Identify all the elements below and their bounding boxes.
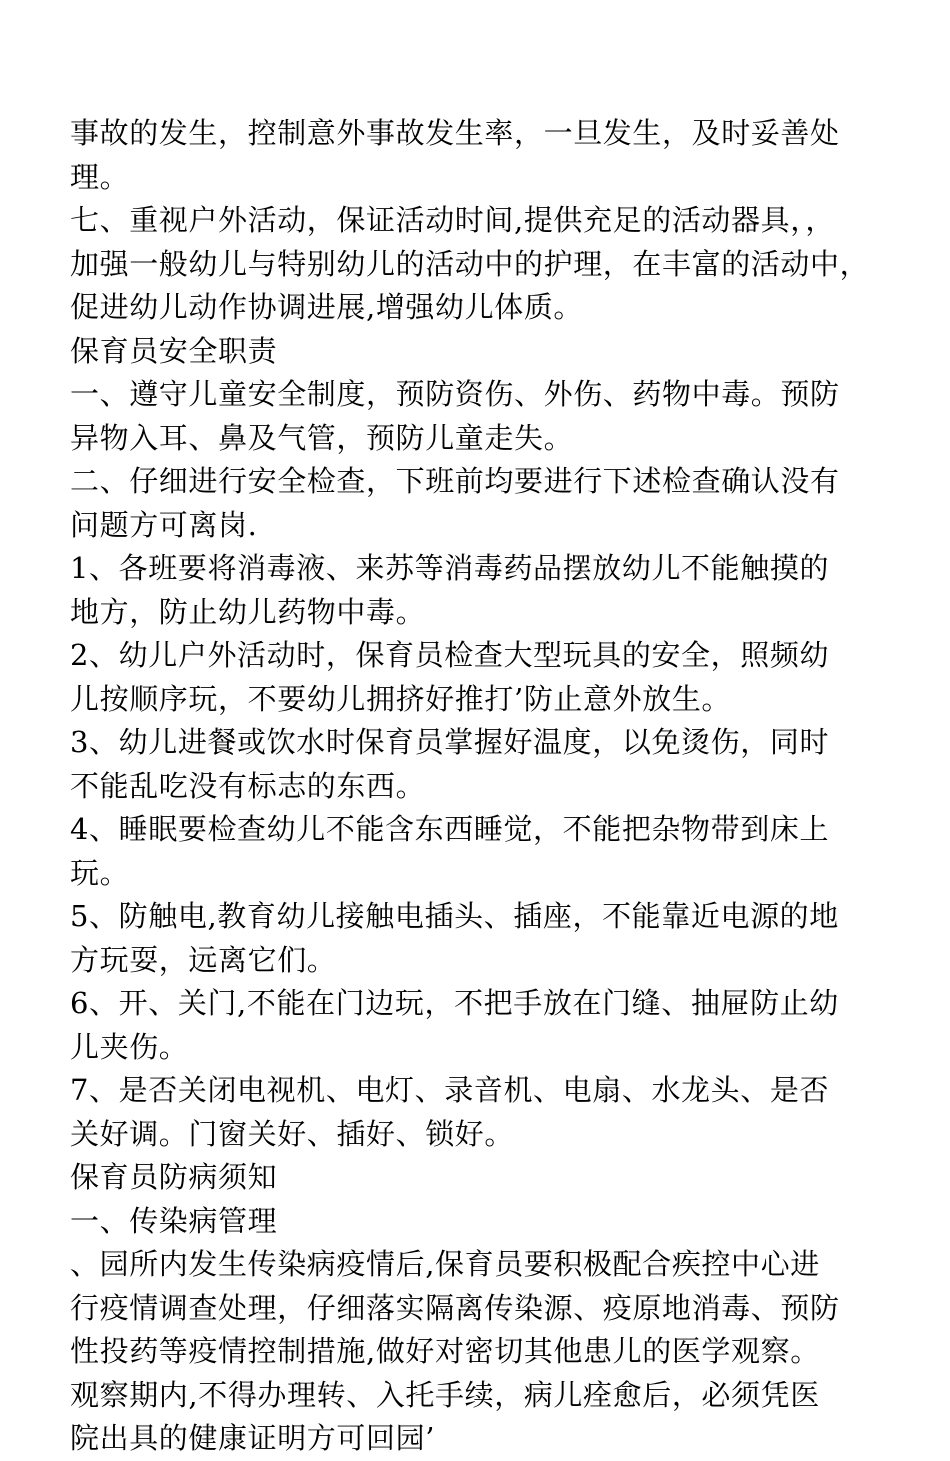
- document-body: [70, 112, 900, 1461]
- text-line: 、园所内发生传染病疫情后,保育员要积极配合疾控中心进: [70, 1247, 820, 1281]
- text-line: 方玩耍，远离它们。: [70, 942, 337, 977]
- text-line: 性投药等疫情控制措施,做好对密切其他患儿的医学观察。: [70, 1334, 820, 1368]
- text-line: 5、防触电,教育幼儿接触电插头、插座，不能靠近电源的地: [70, 899, 839, 933]
- text-line: 地方，防止幼儿药物中毒。: [70, 594, 426, 629]
- text-line: 4、睡眠要检查幼儿不能含东西睡觉，不能把杂物带到床上: [70, 812, 830, 846]
- text-line: 异物入耳、鼻及气管，预防儿童走失。: [70, 420, 574, 455]
- text-line: 加强一般幼儿与特别幼儿的活动中的护理，在丰富的活动中，: [70, 246, 870, 281]
- text-line: 一、遵守儿童安全制度，预防资伤、外伤、药物中毒。预防: [70, 377, 840, 411]
- text-line: 二、仔细进行安全检查，下班前均要进行下述检查确认没有: [70, 464, 840, 498]
- text-line: 2、幼儿户外活动时，保育员检查大型玩具的安全，照频幼: [70, 638, 830, 672]
- text-line: 6、开、关门,不能在门边玩，不把手放在门缝、抽屉防止幼: [70, 986, 839, 1020]
- text-line: 行疫情调查处理，仔细落实隔离传染源、疫原地消毒、预防: [70, 1290, 840, 1325]
- text-line: 七、重视户外活动，保证活动时间,提供充足的活动器具，，: [70, 203, 835, 237]
- text-line: 儿按顺序玩，不要幼儿拥挤好推打’防止意外放生。: [70, 681, 732, 716]
- text-line: 不能乱吃没有标志的东西。: [70, 768, 426, 803]
- text-line: 促进幼儿动作协调进展,增强幼儿体质。: [70, 290, 584, 324]
- text-line: 问题方可离岗.: [70, 507, 258, 542]
- text-line: 3、幼儿进餐或饮水时保育员掌握好温度，以免烫伤，同时: [70, 725, 830, 759]
- text-line: 院出具的健康证明方可回园’: [70, 1421, 436, 1455]
- section-heading: 一、传染病管理: [70, 1203, 278, 1238]
- text-line: 儿夹伤。: [70, 1029, 189, 1064]
- text-line: 观察期内,不得办理转、入托手续，病儿痊愈后，必须凭医: [70, 1377, 820, 1412]
- section-heading: 保育员防病须知: [70, 1160, 278, 1194]
- text-line: 1、各班要将消毒液、来苏等消毒药品摆放幼儿不能触摸的: [70, 551, 830, 585]
- section-heading: 保育员安全职责: [70, 333, 278, 368]
- text-line: 事故的发生，控制意外事故发生率，一旦发生，及时妥善处: [70, 116, 840, 150]
- text-line: 玩。: [70, 855, 130, 890]
- text-line: 理。: [70, 159, 130, 194]
- text-line: 7、是否关闭电视机、电灯、录音机、电扇、水龙头、是否: [70, 1073, 830, 1107]
- text-line: 关好调。门窗关好、插好、锁好。: [70, 1116, 515, 1151]
